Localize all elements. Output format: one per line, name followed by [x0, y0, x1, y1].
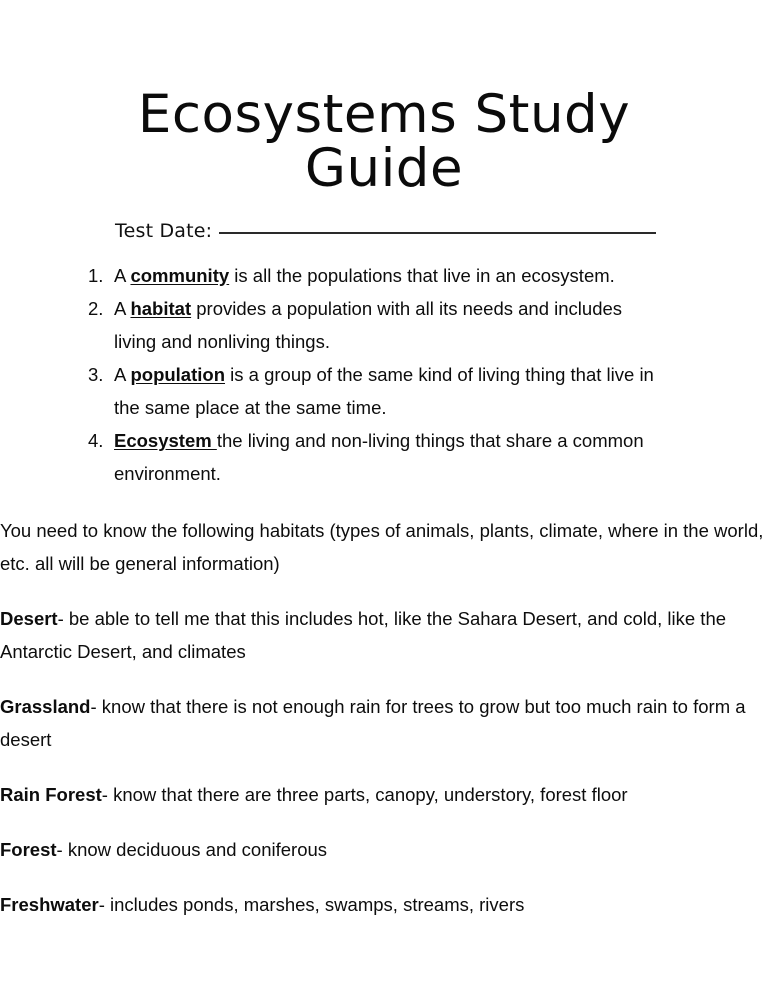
definition-term: community — [130, 264, 230, 286]
definition-text: is a group of the same kind of living thing that live in the same place at the same time. — [114, 363, 659, 418]
habitat-name: Grassland — [0, 695, 91, 717]
test-date-blank-line[interactable] — [219, 232, 656, 234]
definitions-list — [0, 259, 768, 490]
definition-term: habitat — [130, 297, 192, 319]
list-item — [88, 358, 668, 424]
habitat-description: - know that there are three parts, canopy, understory, forest floor — [101, 783, 628, 805]
habitat-description: - includes ponds, marshes, swamps, streams, rivers — [98, 893, 525, 915]
list-marker: 1. — [88, 264, 104, 286]
definition-prefix: A — [114, 363, 131, 385]
test-date-label: Test Date: — [115, 220, 213, 243]
definition-term: population — [130, 363, 226, 385]
habitat-entry-forest — [0, 833, 768, 866]
habitat-entry-rain-forest — [0, 778, 768, 811]
list-marker: 2. — [88, 297, 104, 319]
habitat-entry-desert — [0, 602, 768, 668]
habitat-entry-freshwater — [0, 888, 768, 921]
page-title: Ecosystems Study Guide — [137, 84, 631, 200]
test-date-field — [0, 220, 768, 243]
habitat-description: - know deciduous and coniferous — [56, 838, 328, 860]
list-marker: 3. — [88, 363, 104, 385]
list-marker: 4. — [88, 429, 104, 451]
list-item — [88, 259, 668, 292]
habitat-description: - be able to tell me that this includes hot, like the Sahara Desert, and cold, like the Antarctic Desert, and climates — [0, 607, 731, 662]
intro-paragraph: You need to know the following habitats (types of animals, plants, climate, where in the world, etc. all will be general information) — [0, 519, 764, 574]
habitat-name: Freshwater — [0, 893, 99, 915]
definition-prefix: A — [114, 297, 131, 319]
habitat-name: Desert — [0, 607, 58, 629]
definition-text: the living and non-living things that share a common environment. — [114, 429, 649, 484]
habitat-description: - know that there is not enough rain for trees to grow but too much rain to form a desert — [0, 695, 751, 750]
definition-prefix: A — [114, 264, 131, 286]
habitat-name: Forest — [0, 838, 57, 860]
list-item — [88, 292, 668, 358]
habitat-entry-grassland — [0, 690, 768, 756]
definition-text: provides a population with all its needs and includes living and nonliving things. — [114, 297, 628, 352]
list-item — [88, 424, 668, 490]
definition-text: is all the populations that live in an ecosystem. — [229, 264, 615, 286]
habitat-name: Rain Forest — [0, 783, 102, 805]
definition-term: Ecosystem — [114, 429, 217, 451]
